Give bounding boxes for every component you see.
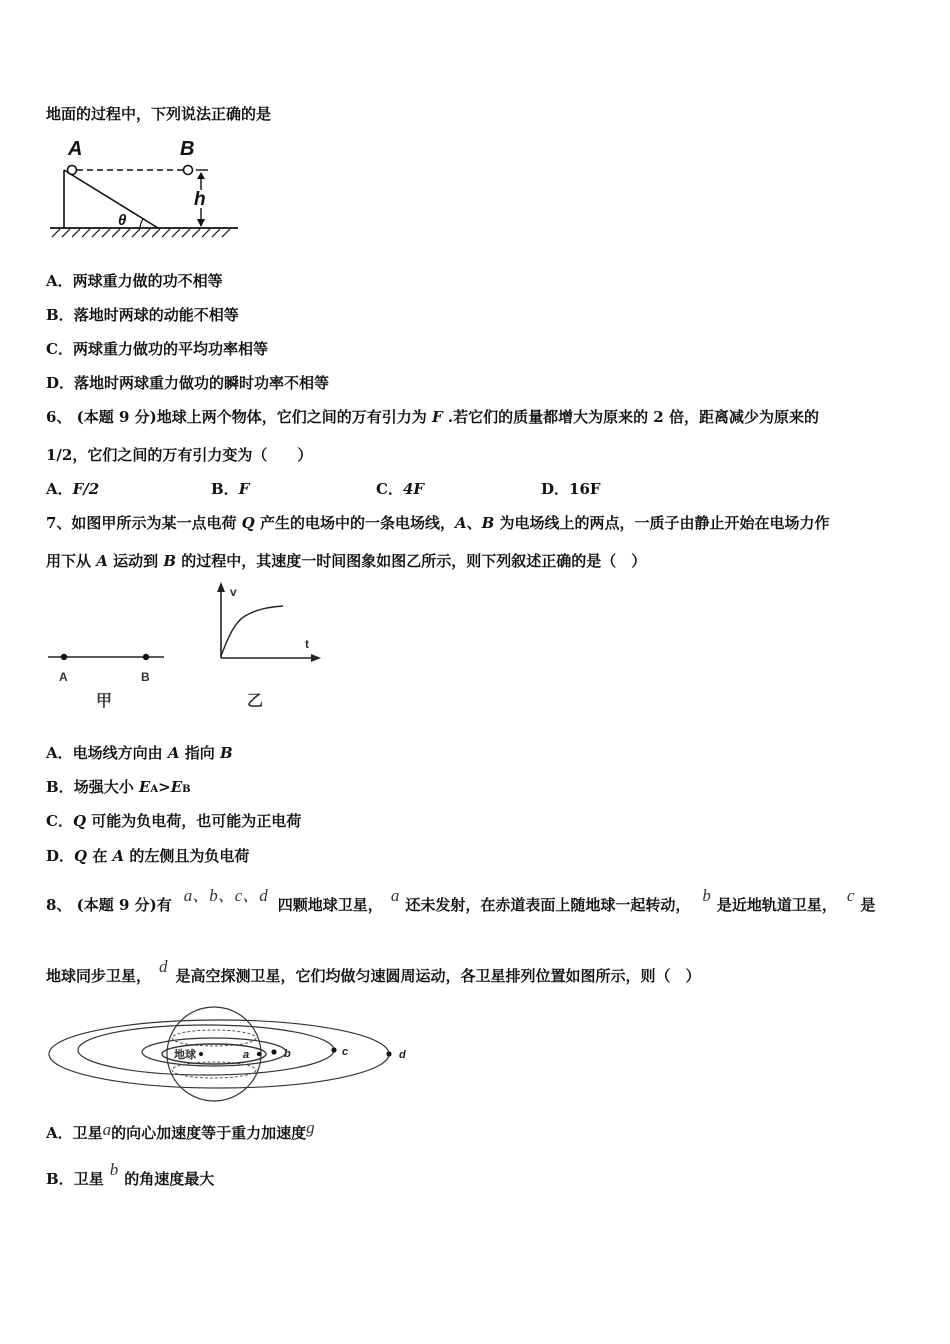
q6-option-b: B．F (211, 480, 250, 498)
sat-label-b: b (284, 1048, 291, 1060)
field-line-figure (46, 640, 176, 715)
caption-yi: 乙 (247, 693, 264, 710)
q8-stem-line2: 地球同步卫星， d 是高空探测卫星，它们均做匀速圆周运动，各卫星排列位置如图所示，则（ ） (46, 957, 701, 985)
caption-jia: 甲 (96, 693, 113, 710)
q8-option-a: A．卫星a的向心加速度等于重力加速度g (46, 1118, 315, 1142)
q7-stem-line2: 用下从 A 运动到 B 的过程中，其速度一时间图象如图乙所示，则下列叙述正确的是（ ） (46, 552, 647, 570)
slope-figure (46, 136, 246, 240)
q7-option-a: A．电场线方向由 A 指向 B (46, 744, 233, 762)
label-B: B (180, 138, 195, 160)
point-B (143, 654, 149, 660)
q6-stem-line1: 6、 (本题 9 分)地球上两个物体，它们之间的万有引力为 F .若它们的质量都增大为原来的 2 倍，距离减少为原来的 (46, 408, 819, 426)
q6-option-c: C．4F (376, 480, 425, 498)
sat-label-a: a (243, 1049, 250, 1061)
sat-label-d: d (399, 1049, 406, 1061)
q5-option-a: A．两球重力做的功不相等 (46, 272, 223, 290)
velocity-curve (221, 606, 283, 656)
ball-B (184, 166, 193, 175)
label-theta: θ (118, 212, 127, 229)
earth-center (199, 1052, 203, 1056)
q5-option-d: D．落地时两球重力做功的瞬时功率不相等 (46, 374, 330, 392)
point-A (61, 654, 67, 660)
axis-label-v: v (230, 585, 237, 599)
orbit-c (78, 1025, 334, 1075)
q7-stem-line1: 7、如图甲所示为某一点电荷 Q 产生的电场中的一条电场线，A、B 为电场线上的两点，一质子由静止开始在电场力作 (46, 514, 830, 532)
earth-label: 地球 (174, 1049, 196, 1061)
label-A: A (68, 138, 83, 160)
q6-stem-line2: 1/2，它们之间的万有引力变为（ ） (46, 446, 313, 464)
q7-option-c: C．Q 可能为负电荷，也可能为正电荷 (46, 812, 302, 830)
q8-stem-line1: 8、 (本题 9 分)有 a、b、c、d 四颗地球卫星， a 还未发射，在赤道表面上随地球一起转动， b 是近地轨道卫星， c 是 (46, 886, 876, 914)
velocity-time-graph (205, 580, 330, 715)
q7-option-d: D．Q 在 A 的左侧且为负电荷 (46, 847, 250, 865)
satellite-orbits-figure (46, 1014, 416, 1104)
axis-label-t: t (305, 637, 309, 651)
q8-option-b: B．卫星 b 的角速度最大 (46, 1160, 215, 1188)
q6-option-a: A．F/2 (46, 480, 100, 498)
intro-text: 地面的过程中，下列说法正确的是 (46, 105, 272, 123)
field-label-A: A (59, 670, 68, 684)
q7-option-b: B．场强大小 EA>EB (46, 778, 191, 796)
sat-a (257, 1052, 261, 1056)
sat-b (271, 1049, 276, 1054)
sat-d (386, 1051, 391, 1056)
sat-c (331, 1047, 336, 1052)
q5-option-c: C．两球重力做功的平均功率相等 (46, 340, 268, 358)
q6-option-d: D．16F (541, 480, 601, 498)
label-h: h (194, 189, 206, 210)
q5-option-b: B．落地时两球的动能不相等 (46, 306, 239, 324)
field-label-B: B (141, 670, 150, 684)
sat-label-c: c (342, 1046, 349, 1058)
